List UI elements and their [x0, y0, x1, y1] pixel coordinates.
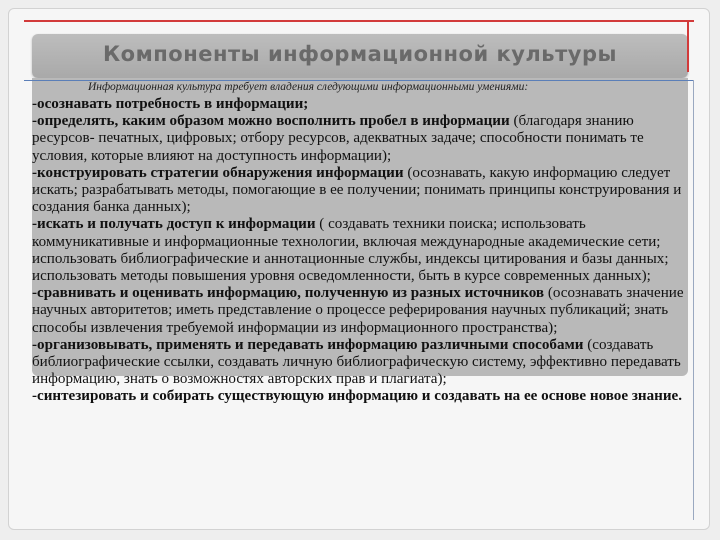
item-bold: -организовывать, применять и передавать информацию различными способами — [32, 336, 584, 353]
item-text: (создавать библиографические ссылки, создавать личную библиографическую систему, эффективно передавать информацию, знать о возможностях авторских прав и плагиата); — [32, 336, 681, 388]
item-bold: -осознавать потребность в информации; — [32, 96, 309, 112]
right-accent-line — [687, 20, 689, 72]
item-bold: -определять, каким образом можно восполнить пробел в информации — [32, 113, 510, 130]
item-text: (осознавать значение научных авторитетов; иметь представление о процессе реферирования научных публикаций; знать способы извлечения требуемой информации из информационного пространства); — [32, 285, 684, 336]
list-item — [32, 165, 694, 217]
item-text: (благодаря знанию ресурсов- печатных, цифровых; отбору ресурсов, адекватных задаче; способности понимать те условия, которые влияют на доступность информации); — [32, 113, 644, 164]
list-item — [32, 113, 694, 165]
skills-list — [32, 96, 694, 406]
list-item — [32, 96, 694, 113]
list-item — [32, 388, 694, 405]
top-accent-line — [24, 20, 694, 22]
intro-text: Информационная культура требует владения следующими информационными умениями: — [88, 81, 529, 93]
list-item — [32, 337, 694, 389]
item-bold: -синтезировать и собирать существующую информацию и создавать на ее основе новое знание. — [32, 388, 682, 405]
item-bold: -конструировать стратегии обнаружения информации — [32, 164, 404, 181]
item-bold: -сравнивать и оценивать информацию, полученную из разных источников — [32, 285, 545, 302]
list-item — [32, 216, 694, 285]
slide-title: Компоненты информационной культуры — [103, 42, 617, 66]
item-text: ( создавать техники поиска; использовать коммуникативные и информационные технологии, включая международные академические сети; использовать библиографические и аннотационные службы, индексы цитирования и базы данных; использовать методы повышения уровня осведомленности, быть в курсе современных данных); — [32, 216, 669, 285]
list-item — [32, 285, 694, 337]
item-bold: -искать и получать доступ к информации — [32, 216, 316, 233]
item-text: (осознавать, какую информацию следует искать; разрабатывать методы, помогающие в ее получении; понимать принципы конструирования и создания банка данных); — [32, 164, 682, 216]
title-bar — [32, 34, 688, 78]
